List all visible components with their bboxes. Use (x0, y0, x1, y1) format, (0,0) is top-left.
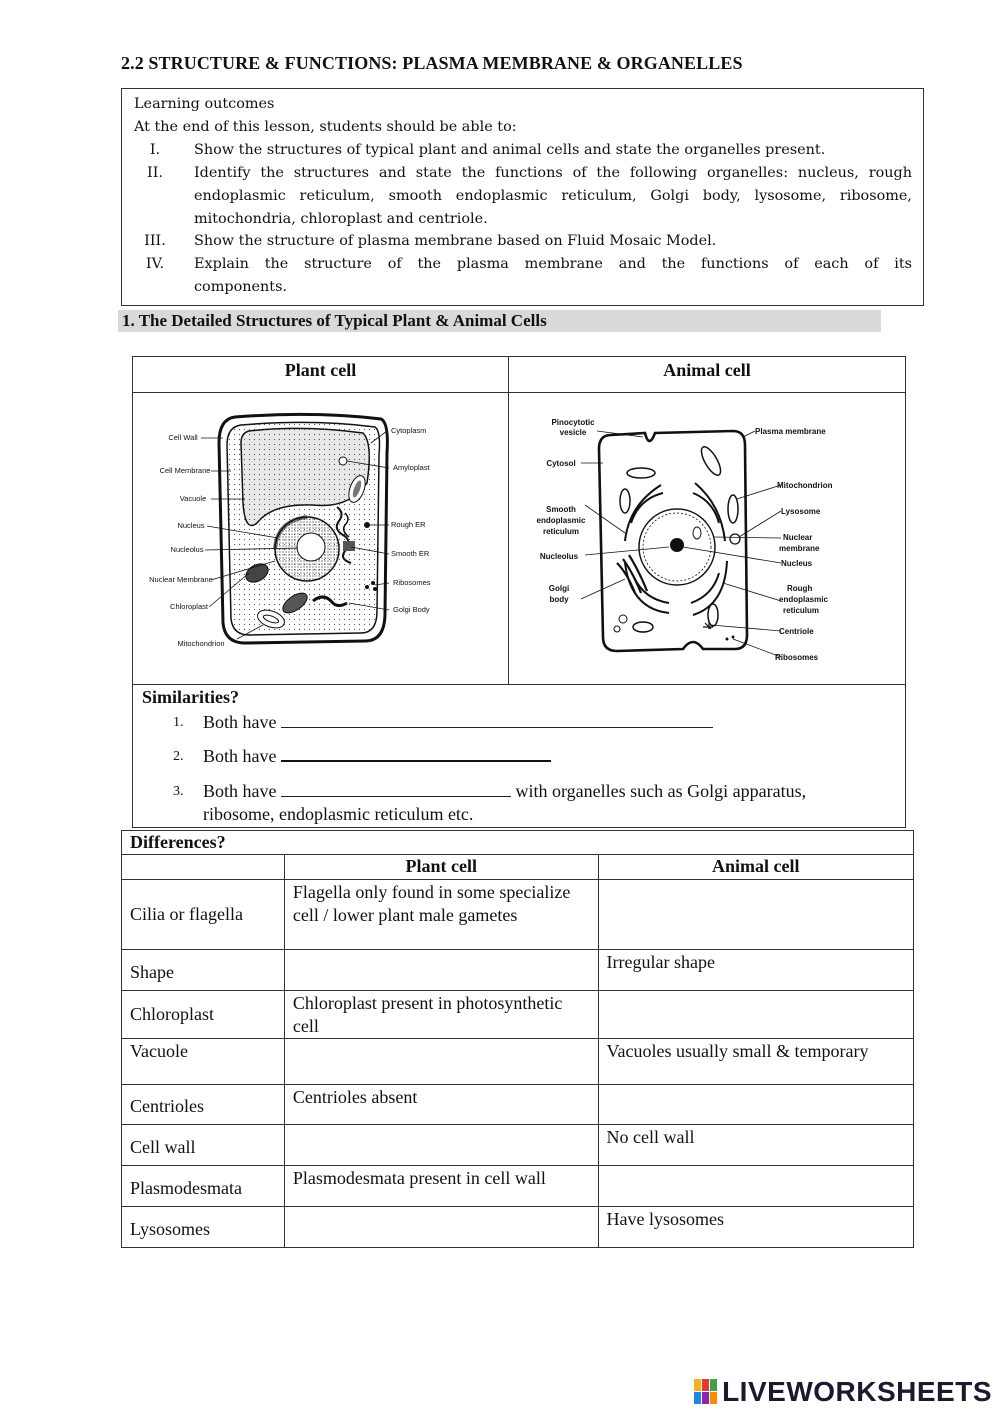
similarity-text-after: with organelles such as Golgi apparatus, (515, 781, 807, 801)
label-plasma-membrane: Plasma membrane (755, 427, 826, 436)
label-vacuole: Vacuole (179, 494, 207, 503)
row-label: Plasmodesmata (122, 1166, 285, 1207)
row-label: Centrioles (122, 1085, 285, 1125)
animal-cell-value: Have lysosomes (598, 1207, 914, 1248)
label-smooth-er: Smooth ER (391, 549, 430, 558)
label-cytoplasm: Cytoplasm (391, 426, 427, 435)
label-mitochondrion: Mitochondrion (177, 639, 225, 648)
answer-blank-1[interactable] (281, 713, 713, 728)
similarity-text: Both have (203, 712, 277, 732)
row-label: Shape (122, 950, 285, 991)
learning-outcomes-heading: Learning outcomes (134, 96, 275, 112)
answer-blank-3[interactable] (281, 782, 511, 797)
label-nucleus: Nucleus (781, 559, 813, 568)
row-label: Cell wall (122, 1125, 285, 1166)
label-rough-er: Rough (787, 584, 813, 593)
outcome-text: endoplasmic reticulum, smooth endoplasmic reticulum, Golgi body, lysosome, ribosome, (194, 188, 912, 204)
label-lysosome: Lysosome (781, 507, 821, 516)
label-centriole: Centriole (779, 627, 814, 636)
outcome-number: I. (149, 142, 161, 158)
outcome-text: Show the structures of typical plant and animal cells and state the organelles present. (194, 142, 826, 158)
similarity-text: Both have (203, 781, 277, 801)
label-pinocytotic-vesicle-2: vesicle (559, 428, 587, 437)
plant-cell-header: Plant cell (133, 357, 508, 393)
table-row (122, 1207, 914, 1248)
similarity-number: 2. (173, 749, 184, 764)
label-chloroplast: Chloroplast (170, 602, 208, 611)
label-mitochondrion: Mitochondrion (777, 481, 833, 490)
learning-outcomes-box (121, 88, 924, 306)
animal-cell-value: Irregular shape (598, 950, 914, 991)
similarity-number: 3. (173, 784, 184, 799)
label-cell-wall: Cell Wall (168, 433, 198, 442)
label-ribosomes: Ribosomes (775, 653, 819, 662)
differences-table (121, 830, 914, 1248)
table-header-plant: Plant cell (284, 855, 598, 880)
outcome-text: Identify the structures and state the functions of the following organelles: nucleus, rough (194, 165, 912, 181)
animal-cell-diagram (533, 413, 833, 673)
similarity-text: Both have (203, 746, 277, 766)
liveworksheets-logo-icon (694, 1379, 718, 1405)
table-row (122, 1039, 914, 1085)
label-pinocytotic-vesicle: Pinocytotic (551, 418, 595, 427)
animal-cell-value[interactable] (598, 1085, 914, 1125)
outcome-number: IV. (145, 256, 165, 272)
row-label: Cilia or flagella (122, 880, 285, 950)
animal-cell-value[interactable] (598, 1166, 914, 1207)
label-rough-er-3: reticulum (783, 606, 820, 615)
label-smooth-er-3: reticulum (542, 527, 580, 536)
table-row (122, 880, 914, 950)
table-header-empty (122, 855, 285, 880)
label-cell-membrane: Cell Membrane (159, 466, 211, 475)
label-smooth-er: Smooth (546, 505, 576, 514)
liveworksheets-wordmark: LIVEWORKSHEETS (722, 1376, 992, 1407)
cell-comparison-box (132, 356, 906, 828)
row-label: Vacuole (122, 1039, 285, 1085)
label-golgi-body: Golgi Body (393, 605, 430, 614)
outcome-text: mitochondria, chloroplast and centriole. (194, 211, 488, 227)
table-row (122, 1166, 914, 1207)
animal-cell-header: Animal cell (509, 357, 905, 393)
outcome-text: components. (194, 279, 288, 295)
outcome-text: Show the structure of plasma membrane based on Fluid Mosaic Model. (194, 233, 717, 249)
label-nucleolus: Nucleolus (539, 552, 579, 561)
table-row (122, 1125, 914, 1166)
plant-cell-value[interactable] (284, 950, 598, 991)
label-amyloplast: Amyloplast (393, 463, 430, 472)
liveworksheets-logo (694, 1376, 992, 1408)
label-cytosol: Cytosol (546, 459, 576, 468)
section-heading: 1. The Detailed Structures of Typical Plant & Animal Cells (118, 310, 881, 332)
plant-cell-value: Plasmodesmata present in cell wall (284, 1166, 598, 1207)
row-label: Lysosomes (122, 1207, 285, 1248)
similarities-heading: Similarities? (142, 687, 239, 707)
row-divider (133, 684, 905, 685)
table-row (122, 950, 914, 991)
plant-cell-value[interactable] (284, 1039, 598, 1085)
similarity-text-line2: ribosome, endoplasmic reticulum etc. (203, 804, 474, 824)
label-ribosomes: Ribosomes (393, 578, 431, 587)
plant-cell-diagram (149, 413, 473, 653)
similarity-number: 1. (173, 715, 184, 730)
plant-cell-value[interactable] (284, 1125, 598, 1166)
plant-cell-value: Chloroplast present in photosynthetic cell (284, 991, 598, 1039)
table-header-animal: Animal cell (598, 855, 914, 880)
table-row (122, 991, 914, 1039)
label-smooth-er-2: endoplasmic (536, 516, 586, 525)
plant-cell-value: Centrioles absent (284, 1085, 598, 1125)
table-row (122, 1085, 914, 1125)
plant-cell-value[interactable] (284, 1207, 598, 1248)
outcome-text: Explain the structure of the plasma membrane and the functions of each of its (194, 256, 912, 272)
page-title: 2.2 STRUCTURE & FUNCTIONS: PLASMA MEMBRANE & ORGANELLES (121, 53, 743, 73)
row-label: Chloroplast (122, 991, 285, 1039)
outcome-number: III. (144, 233, 166, 249)
learning-outcomes-intro: At the end of this lesson, students should be able to: (134, 119, 517, 135)
differences-heading: Differences? (122, 831, 914, 855)
label-golgi-body: Golgi (548, 584, 570, 593)
outcome-number: II. (147, 165, 163, 181)
label-golgi-body-2: body (549, 595, 569, 604)
label-rough-er-2: endoplasmic (779, 595, 828, 604)
animal-cell-value[interactable] (598, 880, 914, 950)
label-nuclear-membrane-2: membrane (779, 544, 820, 553)
plant-cell-value: Flagella only found in some specialize cell / lower plant male gametes (284, 880, 598, 950)
label-rough-er: Rough ER (391, 520, 426, 529)
label-nuclear-membrane: Nuclear (783, 533, 813, 542)
column-divider (508, 357, 509, 684)
label-nucleolus: Nucleolus (170, 545, 204, 554)
animal-cell-value[interactable] (598, 991, 914, 1039)
animal-cell-value: No cell wall (598, 1125, 914, 1166)
label-nuclear-membrane: Nuclear Membrane (149, 575, 213, 584)
answer-blank-2[interactable] (281, 746, 551, 762)
animal-cell-value: Vacuoles usually small & temporary (598, 1039, 914, 1085)
label-nucleus: Nucleus (177, 521, 205, 530)
